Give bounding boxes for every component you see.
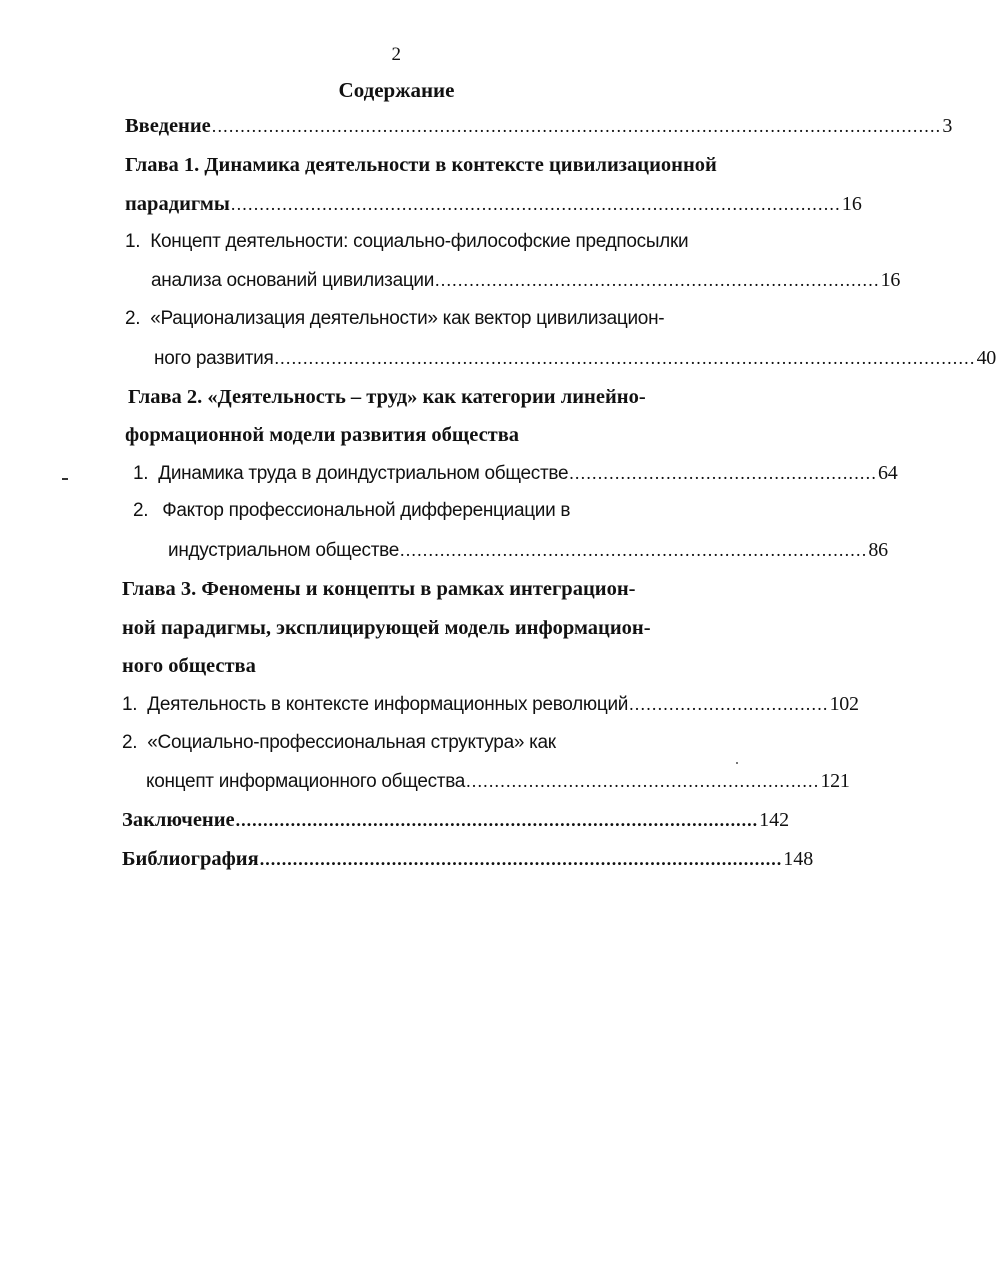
toc-section-text: индустриальном обществе [168, 540, 399, 561]
toc-ch3-section2-line1 [122, 731, 556, 755]
toc-section-text: «Социально-профессиональная структура» как [147, 732, 556, 753]
toc-entry-intro-text: Введение [125, 115, 211, 137]
toc-section-number: 2. [125, 308, 141, 329]
toc-ch1-section2-line1 [125, 307, 664, 331]
toc-title: Содержание [338, 78, 455, 102]
toc-entry-conclusion [122, 808, 790, 832]
toc-chapter3-line2: ной парадигмы, эксплицирующей модель информацион- [122, 617, 651, 639]
toc-section-page: 40 [976, 347, 996, 369]
toc-entry-intro [125, 114, 953, 138]
toc-section-number: 2. [133, 500, 149, 521]
toc-chapter1-page: 16 [841, 193, 862, 215]
toc-section-text: Концепт деятельности: социально-философские предпосылки [150, 231, 689, 252]
toc-ch2-section2-line2 [168, 538, 888, 562]
toc-chapter1-line1: Глава 1. Динамика деятельности в контексте цивилизационной [125, 154, 717, 176]
toc-ch1-section1-line2 [151, 268, 901, 292]
toc-chapter3-line1: Глава 3. Феномены и концепты в рамках интеграцион- [122, 578, 636, 600]
toc-leader-dots: ............................................................................................... [259, 849, 783, 869]
toc-entry-conclusion-text: Заключение [122, 809, 235, 831]
toc-ch2-section1 [133, 461, 898, 485]
toc-leader-dots: .............................................................................. [435, 270, 880, 290]
toc-section-page: 86 [868, 539, 888, 561]
toc-leader-dots: ................................... [629, 694, 829, 714]
toc-leader-dots: .................................................................................. [400, 540, 868, 560]
toc-section-text: анализа оснований цивилизации [151, 270, 435, 291]
scan-speck [736, 762, 738, 764]
toc-leader-dots: .............................................................. [466, 771, 820, 791]
toc-entry-conclusion-page: 142 [759, 809, 790, 831]
toc-leader-dots: ........................................................................................................... [230, 194, 841, 214]
toc-section-number: 2. [122, 732, 138, 753]
toc-section-text: Деятельность в контексте информационных революций [147, 694, 629, 715]
toc-chapter2-line2: формационной модели развития общества [125, 424, 520, 446]
toc-ch1-section1-line1 [125, 230, 688, 254]
toc-section-text: Динамика труда в доиндустриальном обществе [158, 463, 569, 484]
toc-ch3-section1 [122, 692, 859, 716]
toc-section-number: 1. [122, 694, 138, 715]
toc-section-text: концепт информационного общества [146, 771, 466, 792]
toc-leader-dots: ........................................................................................................................... [274, 348, 976, 368]
toc-chapter2-line1: Глава 2. «Деятельность – труд» как категории линейно- [128, 386, 646, 408]
toc-ch2-section2-line1 [133, 499, 570, 523]
toc-section-text: Фактор профессиональной дифференциации в [162, 500, 571, 521]
toc-chapter1-line2 [125, 192, 862, 216]
page-number: 2 [391, 44, 402, 65]
toc-entry-intro-page: 3 [942, 115, 953, 137]
toc-leader-dots: ................................................................................................................................ [211, 116, 942, 136]
toc-section-page: 64 [878, 462, 898, 484]
toc-leader-dots: ...................................................... [569, 463, 878, 483]
toc-section-page: 102 [829, 693, 859, 715]
toc-section-page: 121 [820, 770, 850, 792]
toc-section-number: 1. [125, 231, 141, 252]
toc-section-page: 16 [880, 269, 901, 291]
toc-entry-bibliography-page: 148 [783, 848, 814, 870]
toc-entry-bibliography [122, 847, 814, 871]
toc-leader-dots: ............................................................................................... [235, 810, 759, 830]
toc-entry-bibliography-text: Библиография [122, 848, 259, 870]
scan-speck [62, 478, 68, 480]
toc-chapter3-line3: ного общества [122, 655, 256, 677]
toc-ch3-section2-line2 [146, 769, 850, 793]
toc-ch1-section2-line2 [154, 346, 996, 370]
toc-section-text: «Рационализация деятельности» как вектор цивилизацион- [150, 308, 665, 329]
toc-chapter1-text: парадигмы [125, 193, 230, 215]
toc-section-number: 1. [133, 463, 149, 484]
toc-section-text: ного развития [154, 348, 274, 369]
